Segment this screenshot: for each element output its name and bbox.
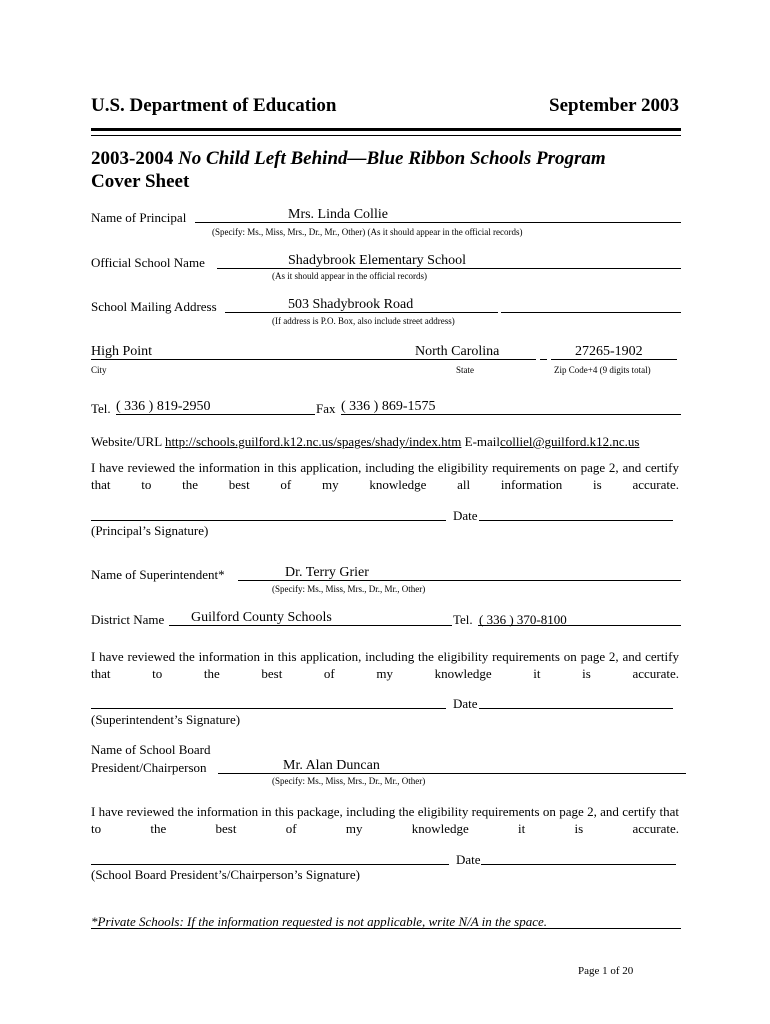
board-hint: (Specify: Ms., Miss, Mrs., Dr., Mr., Other) [272, 776, 426, 786]
document-date: September 2003 [549, 95, 679, 116]
district-tel-field[interactable]: ( 336 ) 370-8100 [479, 612, 567, 627]
fax-label: Fax [316, 401, 336, 416]
board-label-line1: Name of School Board [91, 742, 211, 757]
title-program: No Child Left Behind—Blue Ribbon Schools Program [178, 148, 606, 169]
district-label: District Name [91, 612, 165, 627]
address-field-line-2 [501, 312, 681, 313]
district-tel-label: Tel. [453, 612, 473, 627]
private-schools-footnote: *Private Schools: If the information requested is not applicable, write N/A in the space. [91, 914, 548, 929]
state-field[interactable]: North Carolina [415, 344, 500, 359]
zip-separator-line [540, 359, 547, 360]
address-hint: (If address is P.O. Box, also include street address) [272, 316, 455, 326]
superintendent-label: Name of Superintendent* [91, 567, 225, 582]
principal-hint: (Specify: Ms., Miss, Mrs., Dr., Mr., Other) (As it should appear in the official records) [212, 227, 523, 237]
principal-label: Name of Principal [91, 210, 187, 225]
zip-field[interactable]: 27265-1902 [575, 344, 643, 359]
school-name-label: Official School Name [91, 255, 205, 270]
school-name-hint: (As it should appear in the official records) [272, 271, 428, 281]
page-title [91, 147, 606, 170]
board-date-line[interactable] [481, 864, 676, 865]
board-president-field[interactable]: Mr. Alan Duncan [283, 758, 380, 773]
principal-field[interactable]: Mrs. Linda Collie [288, 207, 388, 222]
tel-field[interactable]: ( 336 ) 819-2950 [116, 399, 211, 414]
address-label: School Mailing Address [91, 299, 217, 314]
principal-signature-caption: (Principal’s Signature) [91, 523, 209, 538]
title-year: 2003-2004 [91, 148, 174, 169]
principal-date-line[interactable] [479, 520, 673, 521]
email-link[interactable]: colliel@guilford.k12.nc.us [500, 434, 640, 449]
header-rule-thin [91, 135, 681, 136]
board-date-label: Date [456, 852, 481, 867]
footnote-line [91, 928, 681, 929]
address-field[interactable]: 503 Shadybrook Road [288, 297, 414, 312]
superintendent-hint: (Specify: Ms., Miss, Mrs., Dr., Mr., Other) [272, 584, 426, 594]
city-hint: City [91, 365, 107, 375]
email-label: E-mail [464, 434, 501, 449]
website-label: Website/URL [91, 434, 162, 449]
zip-hint: Zip Code+4 (9 digits total) [554, 365, 651, 375]
superintendent-date-label: Date [453, 696, 478, 711]
certification-board: I have reviewed the information in this package, including the eligibility requirements on page 2, and certify that to the best of my knowledge it is accurate. [91, 804, 679, 836]
board-signature-caption: (School Board President’s/Chairperson’s Signature) [91, 867, 360, 882]
city-field[interactable]: High Point [91, 344, 153, 359]
principal-date-label: Date [453, 508, 478, 523]
district-field[interactable]: Guilford County Schools [191, 610, 332, 625]
header-rule-thick [91, 128, 681, 131]
website-row [91, 434, 639, 450]
page-number: Page 1 of 20 [578, 965, 634, 977]
school-name-field[interactable]: Shadybrook Elementary School [288, 253, 467, 268]
department-name: U.S. Department of Education [91, 95, 337, 116]
website-link[interactable]: http://schools.guilford.k12.nc.us/spages/shady/index.htm [164, 434, 462, 449]
principal-field-line [195, 222, 681, 223]
state-hint: State [456, 365, 474, 375]
superintendent-date-line[interactable] [479, 708, 673, 709]
certification-principal: I have reviewed the information in this application, including the eligibility requirements on page 2, and certify that to the best of my knowledge all information is accurate. [91, 460, 679, 492]
principal-signature-line[interactable] [91, 520, 446, 521]
page-subtitle: Cover Sheet [91, 171, 190, 192]
board-label-line2: President/Chairperson [91, 760, 207, 775]
superintendent-signature-caption: (Superintendent’s Signature) [91, 712, 241, 727]
superintendent-field[interactable]: Dr. Terry Grier [285, 565, 369, 580]
certification-superintendent: I have reviewed the information in this application, including the eligibility requirements on page 2, and certify that to the best of my knowledge it is accurate. [91, 649, 679, 681]
tel-label: Tel. [91, 401, 111, 416]
superintendent-signature-line[interactable] [91, 708, 446, 709]
board-signature-line[interactable] [91, 864, 449, 865]
fax-field[interactable]: ( 336 ) 869-1575 [341, 399, 436, 414]
